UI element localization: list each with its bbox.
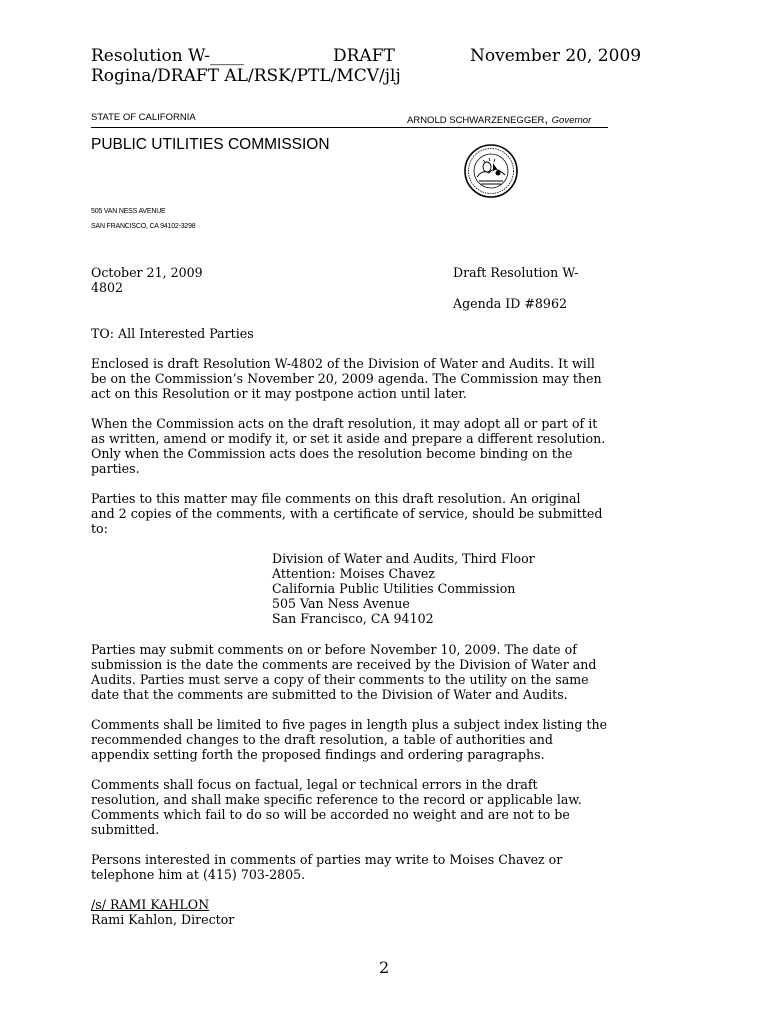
page-number: 2 xyxy=(379,958,390,977)
letter-date: October 21, 2009 xyxy=(91,265,203,280)
state-label: STATE OF CALIFORNIA xyxy=(91,112,196,123)
text-line: Parties may submit comments on or before November 10, 2009. The date of xyxy=(91,642,577,657)
text-line: submitted. xyxy=(91,822,160,837)
address-line: 505 Van Ness Avenue xyxy=(272,596,410,611)
paragraph-enclosed xyxy=(91,356,611,401)
address-line-2: SAN FRANCISCO, CA 94102-3298 xyxy=(91,223,196,230)
address-line: Attention: Moises Chavez xyxy=(272,566,435,581)
text-line: parties. xyxy=(91,461,140,476)
text-line: and 2 copies of the comments, with a certificate of service, should be submitted xyxy=(91,506,603,521)
to-line: TO: All Interested Parties xyxy=(91,326,254,341)
draft-resolution-label: Draft Resolution W- xyxy=(453,265,579,280)
address-line: San Francisco, CA 94102 xyxy=(272,611,434,626)
paragraph-file-comments xyxy=(91,491,611,536)
text-line: Audits. Parties must serve a copy of their comments to the utility on the same xyxy=(91,672,589,687)
authors-line: Rogina/DRAFT AL/RSK/PTL/MCV/jlj xyxy=(91,66,401,86)
text-line: When the Commission acts on the draft resolution, it may adopt all or part of it xyxy=(91,416,598,431)
draft-label: DRAFT xyxy=(333,46,395,66)
text-line: act on this Resolution or it may postpone action until later. xyxy=(91,386,467,401)
text-line: as written, amend or modify it, or set it aside and prepare a different resolution. xyxy=(91,431,606,446)
signature-line: /s/ RAMI KAHLON xyxy=(91,897,210,912)
address-line: Division of Water and Audits, Third Floor xyxy=(272,551,535,566)
text-line: telephone him at (415) 703-2805. xyxy=(91,867,306,882)
governor-title: Governor xyxy=(551,115,592,126)
governor-line: ARNOLD SCHWARZENEGGER, Governor xyxy=(407,111,592,126)
header-date: November 20, 2009 xyxy=(470,46,642,66)
resolution-label: Resolution W-____ xyxy=(91,46,245,66)
paragraph-submit-deadline xyxy=(91,642,611,702)
text-line: resolution, and shall make specific reference to the record or applicable law. xyxy=(91,792,582,807)
governor-name: ARNOLD SCHWARZENEGGER xyxy=(407,115,545,126)
text-line: Enclosed is draft Resolution W-4802 of the Division of Water and Audits. It will xyxy=(91,356,595,371)
agenda-id: Agenda ID #8962 xyxy=(453,296,567,311)
text-line: recommended changes to the draft resolution, a table of authorities and xyxy=(91,732,553,747)
address-line-1: 505 VAN NESS AVENUE xyxy=(91,208,166,215)
text-line: to: xyxy=(91,521,108,536)
mailing-address-block xyxy=(272,551,602,626)
text-line: submission is the date the comments are received by the Division of Water and xyxy=(91,657,597,672)
text-line: Comments shall focus on factual, legal or technical errors in the draft xyxy=(91,777,538,792)
state-seal-icon xyxy=(463,143,519,199)
text-line: Only when the Commission acts does the resolution become binding on the xyxy=(91,446,573,461)
text-line: be on the Commission’s November 20, 2009 agenda. The Commission may then xyxy=(91,371,602,386)
text-line: Persons interested in comments of parties may write to Moises Chavez or xyxy=(91,852,563,867)
text-line: Parties to this matter may file comments on this draft resolution. An original xyxy=(91,491,581,506)
text-line: Comments shall be limited to five pages in length plus a subject index listing the xyxy=(91,717,608,732)
paragraph-focus xyxy=(91,777,611,837)
text-line: appendix setting forth the proposed findings and ordering paragraphs. xyxy=(91,747,545,762)
text-line: date that the comments are submitted to the Division of Water and Audits. xyxy=(91,687,568,702)
paragraph-commission-acts xyxy=(91,416,611,476)
signatory-name: Rami Kahlon, Director xyxy=(91,912,235,927)
paragraph-contact xyxy=(91,852,611,882)
commission-title: PUBLIC UTILITIES COMMISSION xyxy=(91,136,330,153)
paragraph-page-limit xyxy=(91,717,611,762)
address-line: California Public Utilities Commission xyxy=(272,581,516,596)
resolution-number: 4802 xyxy=(91,280,124,295)
letterhead-rule xyxy=(91,127,608,128)
text-line: Comments which fail to do so will be accorded no weight and are not to be xyxy=(91,807,570,822)
